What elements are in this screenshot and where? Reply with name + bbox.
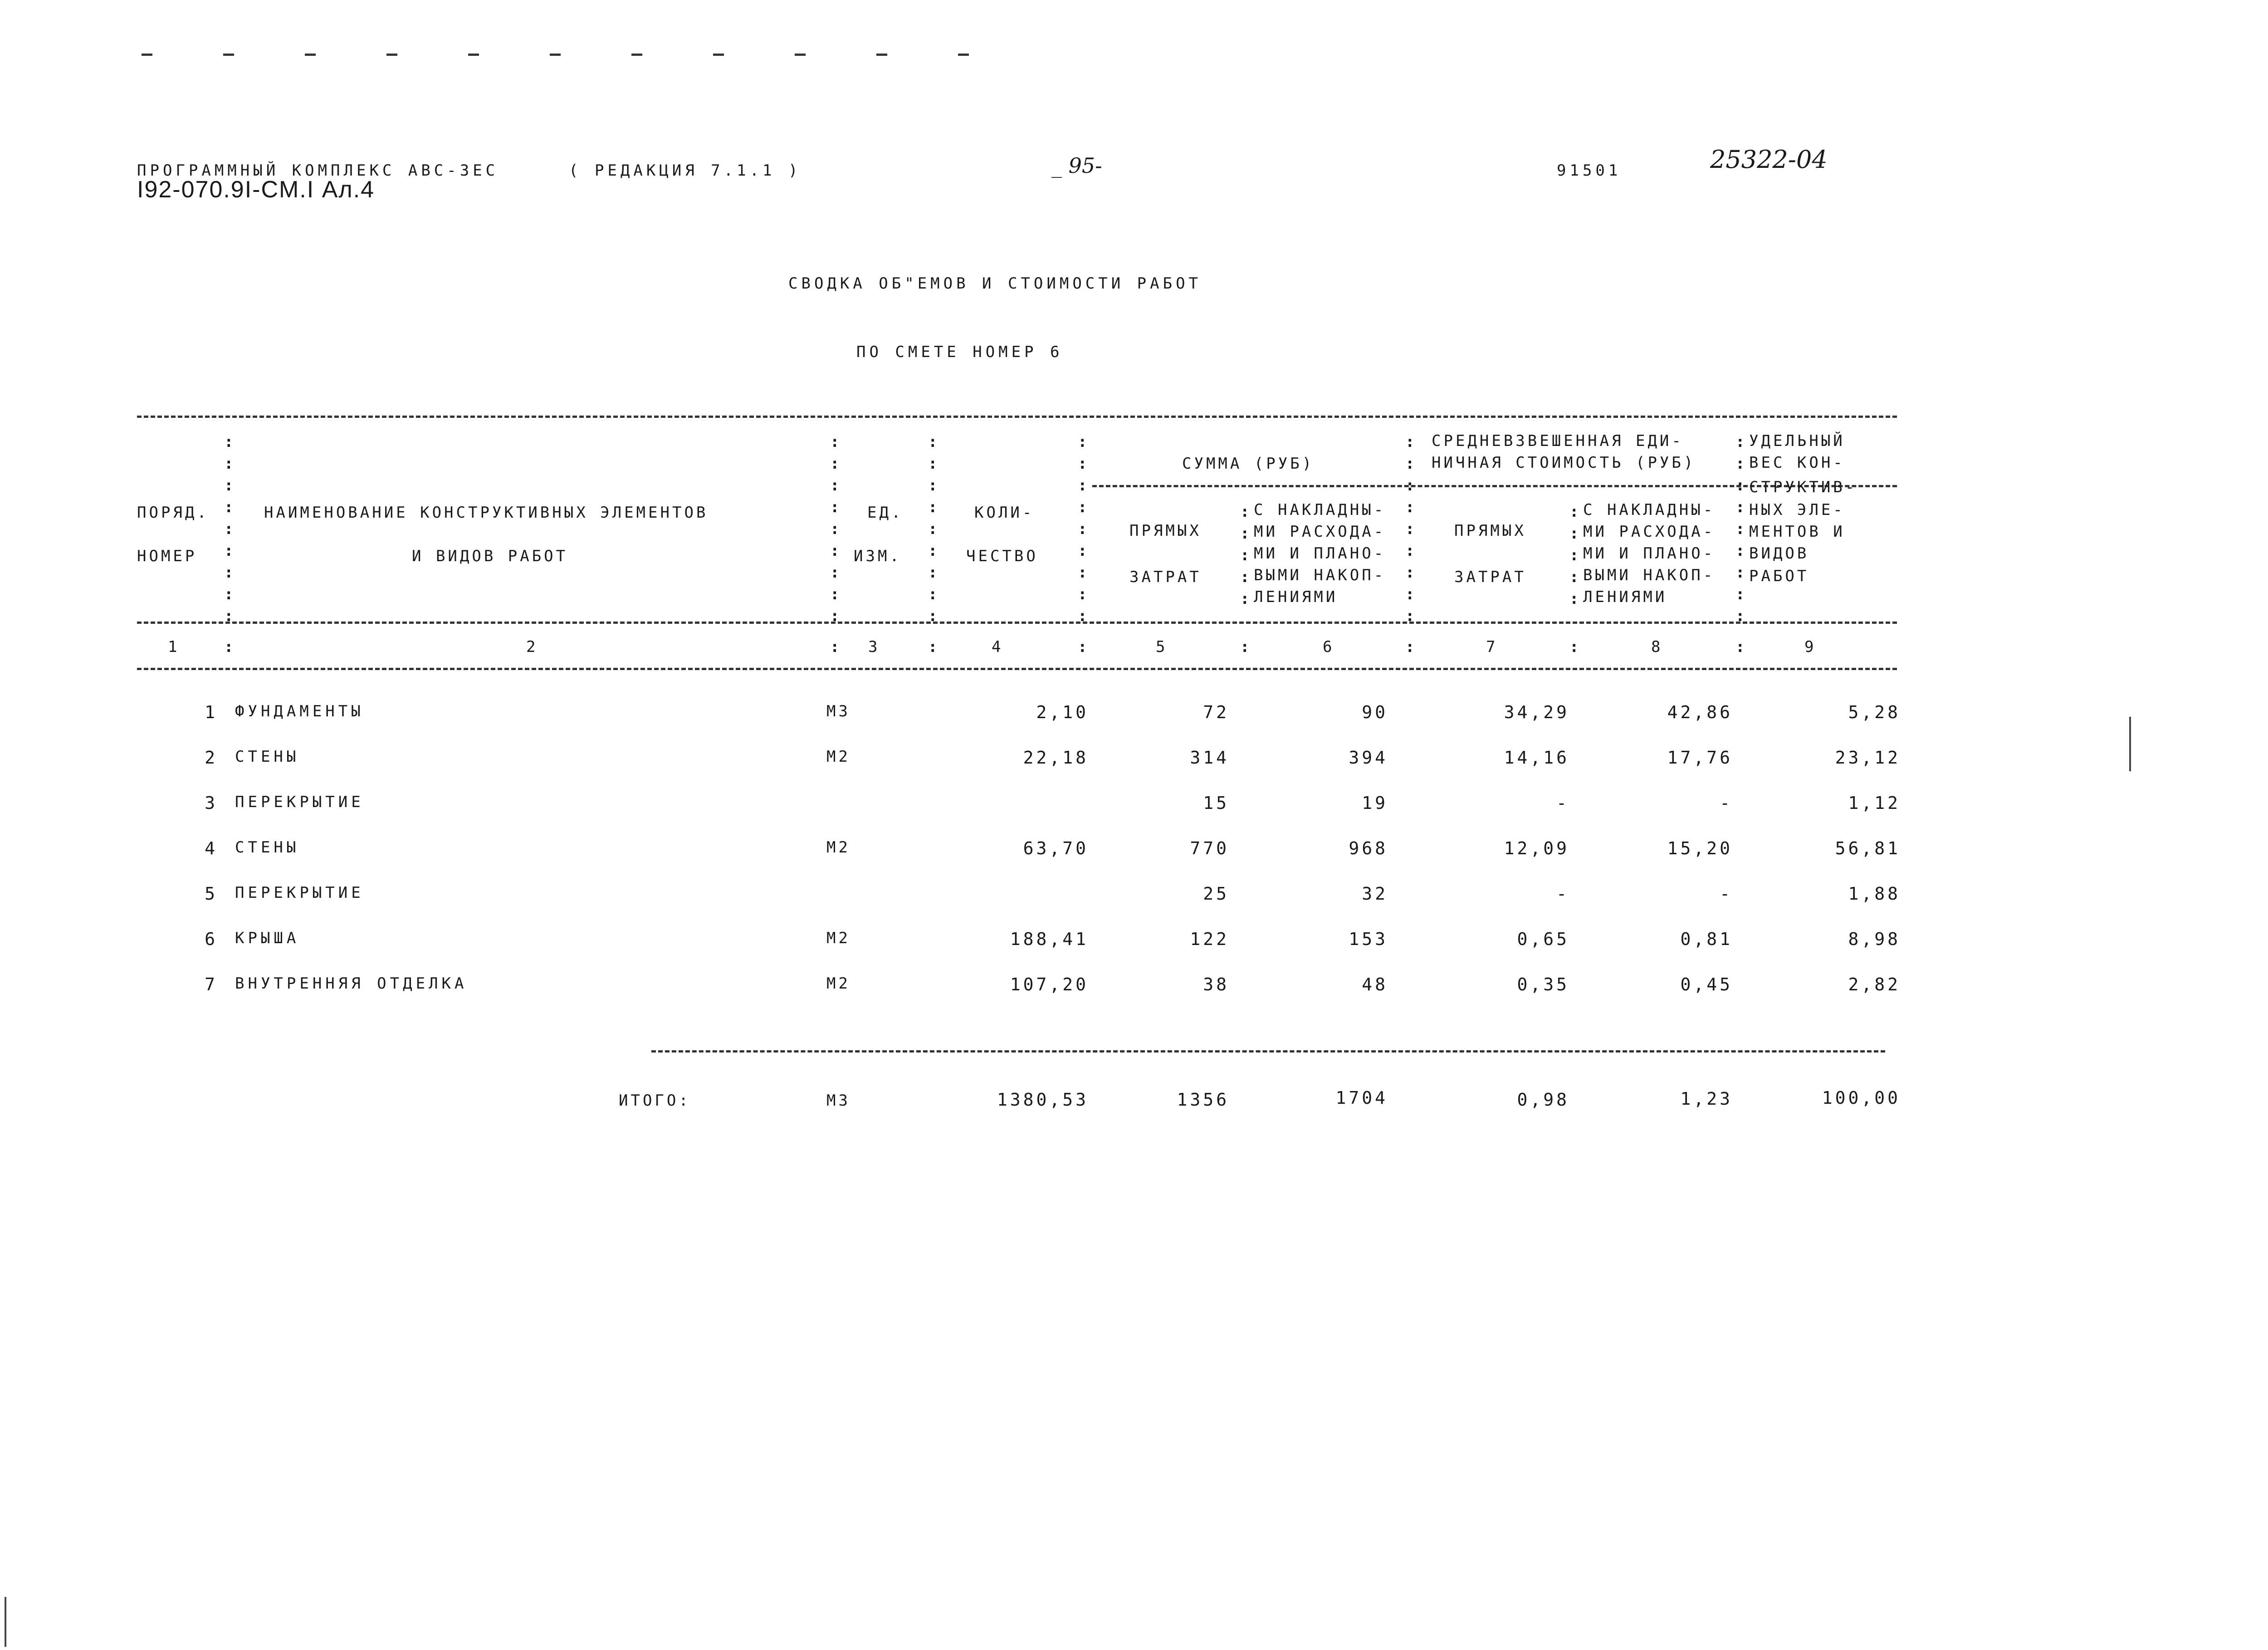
row-number: 3	[205, 793, 218, 813]
row-unit: М2	[826, 748, 850, 766]
col-header-5a: ПРЯМЫХ	[1129, 522, 1202, 540]
row-share: 56,81	[1835, 838, 1901, 858]
code-number: 91501	[1557, 162, 1622, 180]
row-share: 2,82	[1848, 974, 1901, 994]
row-name: ВНУТРЕННЯЯ ОТДЕЛКА	[235, 974, 468, 993]
document-id: I92-070.9I-CM.I Ал.4	[137, 176, 375, 203]
col-header-9g: РАБОТ	[1749, 567, 1809, 585]
row-number: 4	[205, 838, 218, 858]
row-unit: М3	[826, 702, 850, 720]
row-overhead: 48	[1362, 974, 1388, 994]
row-avg-overhead: 42,86	[1667, 702, 1733, 722]
margin-mark	[2129, 717, 2131, 771]
row-share: 1,12	[1848, 793, 1901, 813]
table-top-rule	[137, 416, 1897, 418]
col-num-1: 1	[168, 638, 180, 656]
avg-group-header-a: СРЕДНЕВЗВЕШЕННАЯ ЕДИ-	[1432, 432, 1684, 450]
col-header-6a: С НАКЛАДНЫ-	[1254, 501, 1386, 519]
document-number: 25322-04	[1710, 145, 1828, 174]
total-qty: 1380,53	[997, 1090, 1089, 1110]
row-avg-direct: -	[1556, 884, 1569, 904]
row-qty: 63,70	[1023, 838, 1089, 858]
row-share: 23,12	[1835, 748, 1901, 768]
page-subtitle: ПО СМЕТЕ НОМЕР 6	[856, 343, 1063, 361]
row-name: ФУНДАМЕНТЫ	[235, 702, 364, 720]
row-number: 5	[205, 884, 218, 904]
row-qty: 107,20	[1010, 974, 1089, 994]
row-avg-direct: 0,35	[1517, 974, 1569, 994]
row-name: СТЕНЫ	[235, 838, 300, 857]
row-overhead: 32	[1362, 884, 1388, 904]
row-direct: 25	[1203, 884, 1229, 904]
col-num-3: 3	[868, 638, 880, 656]
page-title: СВОДКА ОБ"ЕМОВ И СТОИМОСТИ РАБОТ	[788, 274, 1202, 293]
col-header-4a: КОЛИ-	[974, 504, 1035, 522]
row-overhead: 968	[1349, 838, 1388, 858]
row-direct: 38	[1203, 974, 1229, 994]
row-direct: 122	[1190, 929, 1229, 949]
col-header-6b: МИ РАСХОДА-	[1254, 523, 1386, 541]
row-number: 7	[205, 974, 218, 994]
row-share: 5,28	[1848, 702, 1901, 722]
row-qty: 2,10	[1036, 702, 1089, 722]
col-header-9d: НЫХ ЭЛЕ-	[1749, 501, 1845, 519]
col-header-8b: МИ РАСХОДА-	[1583, 523, 1716, 541]
col-header-4b: ЧЕСТВО	[966, 547, 1038, 565]
page-number: _ 95-	[1051, 153, 1102, 178]
col-header-9c: СТРУКТИВ-	[1749, 478, 1857, 496]
col-num-7: 7	[1486, 638, 1498, 656]
row-overhead: 90	[1362, 702, 1388, 722]
row-name: ПЕРЕКРЫТИЕ	[235, 884, 364, 902]
col-header-1a: ПОРЯД.	[137, 504, 209, 522]
row-direct: 314	[1190, 748, 1229, 768]
row-direct: 72	[1203, 702, 1229, 722]
col-header-9a: УДЕЛЬНЫЙ	[1749, 432, 1845, 450]
total-avg-direct: 0,98	[1517, 1090, 1569, 1110]
col-num-6: 6	[1323, 638, 1335, 656]
row-avg-direct: 0,65	[1517, 929, 1569, 949]
col-num-9: 9	[1804, 638, 1817, 656]
total-avg-overhead: 1,23	[1680, 1089, 1733, 1109]
row-share: 8,98	[1848, 929, 1901, 949]
avg-group-header-b: НИЧНАЯ СТОИМОСТЬ (РУБ)	[1432, 454, 1696, 472]
col-header-7a: ПРЯМЫХ	[1454, 522, 1526, 540]
edition: ( РЕДАКЦИЯ 7.1.1 )	[569, 162, 802, 180]
row-qty: 22,18	[1023, 748, 1089, 768]
row-avg-overhead: 17,76	[1667, 748, 1733, 768]
col-header-7b: ЗАТРАТ	[1454, 568, 1526, 586]
col-header-2b: И ВИДОВ РАБОТ	[412, 547, 568, 565]
col-header-9f: ВИДОВ	[1749, 544, 1809, 563]
row-number: 2	[205, 748, 218, 768]
col-header-3a: ЕД.	[867, 504, 904, 522]
row-avg-overhead: 15,20	[1667, 838, 1733, 858]
total-share: 100,00	[1822, 1088, 1901, 1108]
row-name: КРЫША	[235, 929, 300, 947]
row-direct: 770	[1190, 838, 1229, 858]
row-qty: 188,41	[1010, 929, 1089, 949]
row-unit: М2	[826, 838, 850, 857]
row-avg-direct: -	[1556, 793, 1569, 813]
col-header-6d: ВЫМИ НАКОП-	[1254, 566, 1386, 584]
col-num-2: 2	[526, 638, 538, 656]
row-unit: М2	[826, 929, 850, 947]
row-avg-overhead: -	[1720, 884, 1733, 904]
row-number: 6	[205, 929, 218, 949]
row-share: 1,88	[1848, 884, 1901, 904]
total-overhead: 1704	[1335, 1088, 1388, 1108]
col-header-3b: ИЗМ.	[854, 547, 902, 565]
row-overhead: 394	[1349, 748, 1388, 768]
col-header-6c: МИ И ПЛАНО-	[1254, 544, 1386, 563]
col-num-4: 4	[992, 638, 1004, 656]
total-direct: 1356	[1177, 1090, 1229, 1110]
col-header-9b: ВЕС КОН-	[1749, 454, 1845, 472]
margin-mark-bottom	[5, 1597, 6, 1647]
col-header-8c: МИ И ПЛАНО-	[1583, 544, 1716, 563]
row-overhead: 153	[1349, 929, 1388, 949]
row-name: СТЕНЫ	[235, 748, 300, 766]
col-header-8a: С НАКЛАДНЫ-	[1583, 501, 1716, 519]
col-header-2a: НАИМЕНОВАНИЕ КОНСТРУКТИВНЫХ ЭЛЕМЕНТОВ	[264, 504, 709, 522]
row-avg-overhead: 0,81	[1680, 929, 1733, 949]
row-avg-direct: 34,29	[1504, 702, 1569, 722]
col-num-5: 5	[1156, 638, 1168, 656]
col-header-9e: МЕНТОВ И	[1749, 523, 1845, 541]
row-name: ПЕРЕКРЫТИЕ	[235, 793, 364, 811]
total-unit: М3	[826, 1092, 850, 1110]
row-unit: М2	[826, 974, 850, 993]
total-label: ИТОГО:	[619, 1092, 691, 1110]
total-rule	[651, 1050, 1885, 1053]
sum-group-header: СУММА (РУБ)	[1182, 455, 1315, 473]
col-num-8: 8	[1651, 638, 1663, 656]
row-overhead: 19	[1362, 793, 1388, 813]
row-avg-overhead: -	[1720, 793, 1733, 813]
row-avg-overhead: 0,45	[1680, 974, 1733, 994]
row-avg-direct: 12,09	[1504, 838, 1569, 858]
program-name: ПРОГРАММНЫЙ КОМПЛЕКС АВС-ЗЕС	[137, 162, 499, 180]
col-header-1b: НОМЕР	[137, 547, 197, 565]
row-number: 1	[205, 702, 218, 722]
col-header-6e: ЛЕНИЯМИ	[1254, 588, 1338, 606]
row-direct: 15	[1203, 793, 1229, 813]
col-number-rule	[137, 668, 1897, 670]
col-header-8e: ЛЕНИЯМИ	[1583, 588, 1667, 606]
col-header-8d: ВЫМИ НАКОП-	[1583, 566, 1716, 584]
row-avg-direct: 14,16	[1504, 748, 1569, 768]
col-header-5b: ЗАТРАТ	[1129, 568, 1202, 586]
header-bottom-rule	[137, 622, 1897, 624]
